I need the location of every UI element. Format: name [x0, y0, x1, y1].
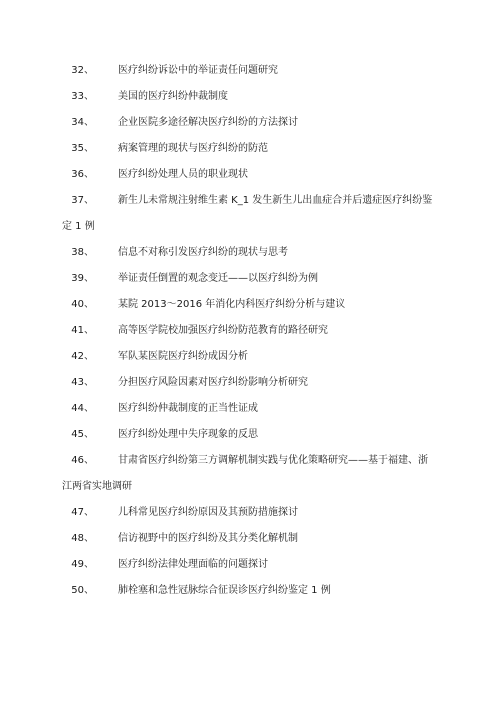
item-title: 甘肃省医疗纠纷第三方调解机制实践与优化策略研究——基于福建、浙	[118, 455, 428, 466]
item-title: 新生儿未常规注射维生素 K_1 发生新生儿出血症合并后遗症医疗纠纷鉴	[118, 195, 433, 206]
list-item	[62, 90, 440, 103]
item-number: 37、	[71, 195, 94, 206]
item-title-continuation: 江两省实地调研	[62, 481, 132, 492]
item-title: 军队某医院医疗纠纷成因分析	[118, 351, 248, 362]
list-item	[62, 376, 440, 389]
item-number: 47、	[71, 507, 94, 518]
item-title: 高等医学院校加强医疗纠纷防范教育的路径研究	[118, 325, 328, 336]
list-item	[62, 142, 440, 155]
item-title: 医疗纠纷处理人员的职业现状	[118, 169, 248, 180]
item-title: 医疗纠纷诉讼中的举证责任问题研究	[118, 65, 278, 76]
item-number: 45、	[71, 429, 94, 440]
reference-list	[62, 64, 440, 610]
list-item	[62, 272, 440, 285]
item-number: 49、	[71, 559, 94, 570]
item-number: 41、	[71, 325, 94, 336]
item-number: 44、	[71, 403, 94, 414]
list-item	[62, 506, 440, 519]
list-item	[62, 168, 440, 181]
item-title: 某院 2013～2016 年消化内科医疗纠纷分析与建议	[118, 299, 346, 310]
item-number: 36、	[71, 169, 94, 180]
list-item	[62, 350, 440, 363]
list-item	[62, 558, 440, 571]
item-title: 病案管理的现状与医疗纠纷的防范	[118, 143, 268, 154]
item-title: 分担医疗风险因素对医疗纠纷影响分析研究	[118, 377, 308, 388]
item-title: 肺栓塞和急性冠脉综合征误诊医疗纠纷鉴定 1 例	[118, 585, 331, 596]
item-title: 信息不对称引发医疗纠纷的现状与思考	[118, 247, 288, 258]
item-number: 38、	[71, 247, 94, 258]
item-title: 医疗纠纷处理中失序现象的反思	[118, 429, 258, 440]
list-item	[62, 584, 440, 597]
item-title: 美国的医疗纠纷仲裁制度	[118, 91, 228, 102]
item-number: 32、	[71, 65, 94, 76]
item-number: 40、	[71, 299, 94, 310]
list-item	[62, 64, 440, 77]
item-number: 43、	[71, 377, 94, 388]
list-item	[62, 194, 440, 233]
item-number: 39、	[71, 273, 94, 284]
item-number: 42、	[71, 351, 94, 362]
item-title: 信访视野中的医疗纠纷及其分类化解机制	[118, 533, 298, 544]
item-number: 33、	[71, 91, 94, 102]
item-number: 48、	[71, 533, 94, 544]
item-number: 35、	[71, 143, 94, 154]
list-item	[62, 454, 440, 493]
list-item	[62, 298, 440, 311]
list-item	[62, 402, 440, 415]
item-title: 企业医院多途径解决医疗纠纷的方法探讨	[118, 117, 298, 128]
item-number: 46、	[71, 455, 94, 466]
item-title: 医疗纠纷仲裁制度的正当性证成	[118, 403, 258, 414]
item-number: 50、	[71, 585, 94, 596]
list-item	[62, 532, 440, 545]
list-item	[62, 324, 440, 337]
item-title-continuation: 定 1 例	[62, 221, 95, 232]
list-item	[62, 116, 440, 129]
list-item	[62, 246, 440, 259]
item-title: 举证责任倒置的观念变迁——以医疗纠纷为例	[118, 273, 318, 284]
item-title: 医疗纠纷法律处理面临的问题探讨	[118, 559, 268, 570]
item-number: 34、	[71, 117, 94, 128]
item-title: 儿科常见医疗纠纷原因及其预防措施探讨	[118, 507, 298, 518]
list-item	[62, 428, 440, 441]
